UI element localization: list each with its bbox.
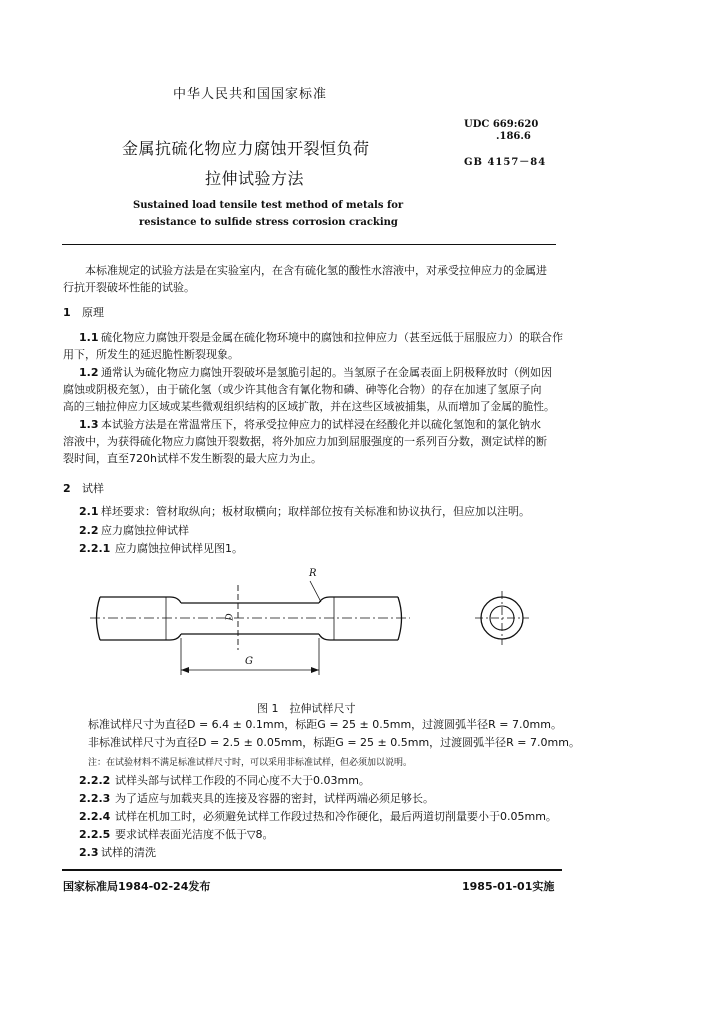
para-2-2-4-text: 试样在机加工时，必须避免试样工作段过热和冷作硬化，最后两道切削量要小于0.05mm。 [115, 810, 557, 823]
para-2-2-text: 应力腐蚀拉伸试样 [101, 524, 189, 537]
para-2-2-5-number: 2.2.5 [79, 828, 111, 841]
issued-date: 国家标准局1984-02-24发布 [63, 880, 211, 893]
gauge-arrow-right [311, 667, 319, 673]
para-1-3-line3: 裂时间，直至720h试样不发生断裂的最大应力为止。 [63, 452, 322, 465]
para-1-2-line2: 腐蚀或阴极充氢），由于硫化氢（或少许其他含有氰化物和磷、砷等化合物）的存在加速了氢原子向 [63, 383, 542, 396]
para-2-2-2-text: 试样头部与试样工作段的不同心度不大于0.03mm。 [115, 774, 370, 787]
radius-label: R [309, 568, 317, 579]
spec-standard: 标准试样尺寸为直径D = 6.4 ± 0.1mm，标距G = 25 ± 0.5mm，过渡圆弧半径R = 7.0mm。 [88, 718, 562, 731]
para-2-2-1-number: 2.2.1 [79, 542, 111, 555]
para-1-3-number: 1.3 [79, 418, 99, 431]
para-2-2-number: 2.2 [79, 524, 99, 537]
section-2-title: 试样 [82, 482, 104, 495]
para-2-2-1-text: 应力腐蚀拉伸试样见图1。 [115, 542, 243, 555]
udc-code-line1: UDC 669:620 [464, 119, 539, 130]
title-en-line2: resistance to sulfide stress corrosion cracking [139, 217, 398, 228]
specimen-end-view [475, 591, 529, 645]
para-1-3-line2: 溶液中，为获得硫化物应力腐蚀开裂数据，将外加应力加到屈服强度的一系列百分数，测定试样的断 [63, 435, 547, 448]
header-divider [62, 244, 556, 245]
para-2-3-text: 试样的清洗 [101, 846, 156, 859]
para-2-1-number: 2.1 [79, 505, 99, 518]
para-2-2-4-number: 2.2.4 [79, 810, 111, 823]
para-1-1-line1: 硫化物应力腐蚀开裂是金属在硫化物环境中的腐蚀和拉伸应力（甚至远低于屈服应力）的联合作 [101, 331, 563, 344]
radius-leader-line [310, 581, 321, 602]
para-2-3-number: 2.3 [79, 846, 99, 859]
para-2-2-5-text: 要求试样表面光洁度不低于▽8。 [115, 828, 274, 841]
para-2-2-3-text: 为了适应与加载夹具的连接及容器的密封，试样两端必须足够长。 [115, 792, 434, 805]
org-title: 中华人民共和国国家标准 [173, 87, 328, 102]
section-1-title: 原理 [82, 306, 104, 319]
effective-date: 1985-01-01实施 [462, 880, 555, 893]
spec-nonstandard: 非标准试样尺寸为直径D = 2.5 ± 0.05mm，标距G = 25 ± 0.5mm，过渡圆弧半径R = 7.0mm。 [88, 736, 580, 749]
gauge-arrow-left [181, 667, 189, 673]
gauge-label: G [245, 656, 253, 667]
para-2-2-2-number: 2.2.2 [79, 774, 111, 787]
para-2-1-text: 样坯要求：管材取纵向；板材取横向；取样部位按有关标准和协议执行，但应加以注明。 [101, 505, 530, 518]
spec-note: 注：在试验材料不满足标准试样尺寸时，可以采用非标准试样，但必须加以说明。 [88, 758, 413, 768]
title-en-line1: Sustained load tensile test method of metals for [133, 200, 404, 211]
diameter-label: D [225, 613, 236, 621]
intro-line1: 本标准规定的试验方法是在实验室内，在含有硫化氢的酸性水溶液中，对承受拉伸应力的金属进 [85, 264, 547, 277]
para-1-2-line1: 通常认为硫化物应力腐蚀开裂破坏是氢脆引起的。当氢原子在金属表面上阴极释放时（例如因 [101, 366, 552, 379]
figure-caption: 图 1 拉伸试样尺寸 [257, 702, 356, 715]
title-cn-line2: 拉伸试验方法 [205, 169, 305, 188]
intro-line2: 行抗开裂破坏性能的试验。 [63, 281, 195, 294]
para-1-2-number: 1.2 [79, 366, 99, 379]
para-1-2-line3: 高的三轴拉伸应力区域或某些微观组织结构的区域扩散，并在这些区域被捕集，从而增加了金属的脆性。 [63, 400, 555, 413]
section-1-number: 1 [63, 306, 71, 319]
para-1-1-number: 1.1 [79, 331, 99, 344]
para-1-3-line1: 本试验方法是在常温常压下，将承受拉伸应力的试样浸在经酸化并以硫化氢饱和的氯化钠水 [101, 418, 541, 431]
title-cn-line1: 金属抗硫化物应力腐蚀开裂恒负荷 [122, 139, 370, 158]
section-2-number: 2 [63, 482, 71, 495]
gb-code: GB 4157－84 [464, 157, 547, 168]
specimen-side-view [97, 597, 402, 640]
para-1-1-line2: 用下，所发生的延迟脆性断裂现象。 [63, 348, 239, 361]
specimen-figure [0, 570, 724, 690]
footer-divider [62, 869, 562, 871]
udc-code-line2: .186.6 [496, 131, 531, 142]
para-2-2-3-number: 2.2.3 [79, 792, 111, 805]
